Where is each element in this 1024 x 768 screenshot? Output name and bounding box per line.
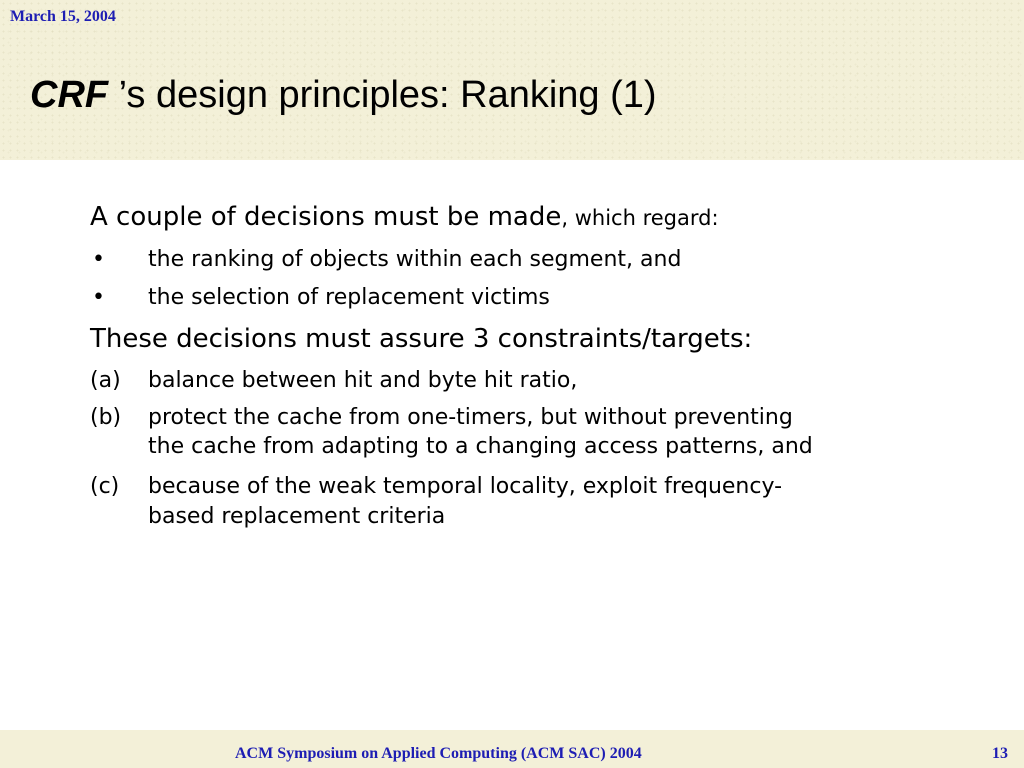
constraint-c-line-2: based replacement criteria xyxy=(148,504,446,529)
constraint-marker-c: (c) xyxy=(90,474,120,499)
intro-main: A couple of decisions must be made xyxy=(90,202,562,232)
title-emphasis: CRF xyxy=(30,74,109,116)
footer-conference: ACM Symposium on Applied Computing (ACM SAC) 2004 xyxy=(235,745,642,762)
title-text: ’s design principles: Ranking (1) xyxy=(108,74,657,116)
constraint-marker-b: (b) xyxy=(90,405,122,430)
bullet-marker: • xyxy=(92,285,105,310)
bullet-item-selection: the selection of replacement victims xyxy=(148,285,550,310)
constraint-b-line-1: protect the cache from one-timers, but without preventing xyxy=(148,405,793,430)
constraint-marker-a: (a) xyxy=(90,368,121,393)
constraint-a-line-1: balance between hit and byte hit ratio, xyxy=(148,368,578,393)
constraints-heading: These decisions must assure 3 constraints/targets: xyxy=(90,324,753,354)
constraint-b-line-2: the cache from adapting to a changing access patterns, and xyxy=(148,434,813,459)
bullet-marker: • xyxy=(92,247,105,272)
page-number: 13 xyxy=(992,745,1008,762)
slide-date: March 15, 2004 xyxy=(10,8,116,25)
bullet-item-ranking: the ranking of objects within each segment, and xyxy=(148,247,682,272)
intro-line xyxy=(90,204,719,230)
intro-tail: , which regard: xyxy=(561,206,719,230)
constraint-c-line-1: because of the weak temporal locality, exploit frequency- xyxy=(148,474,783,499)
